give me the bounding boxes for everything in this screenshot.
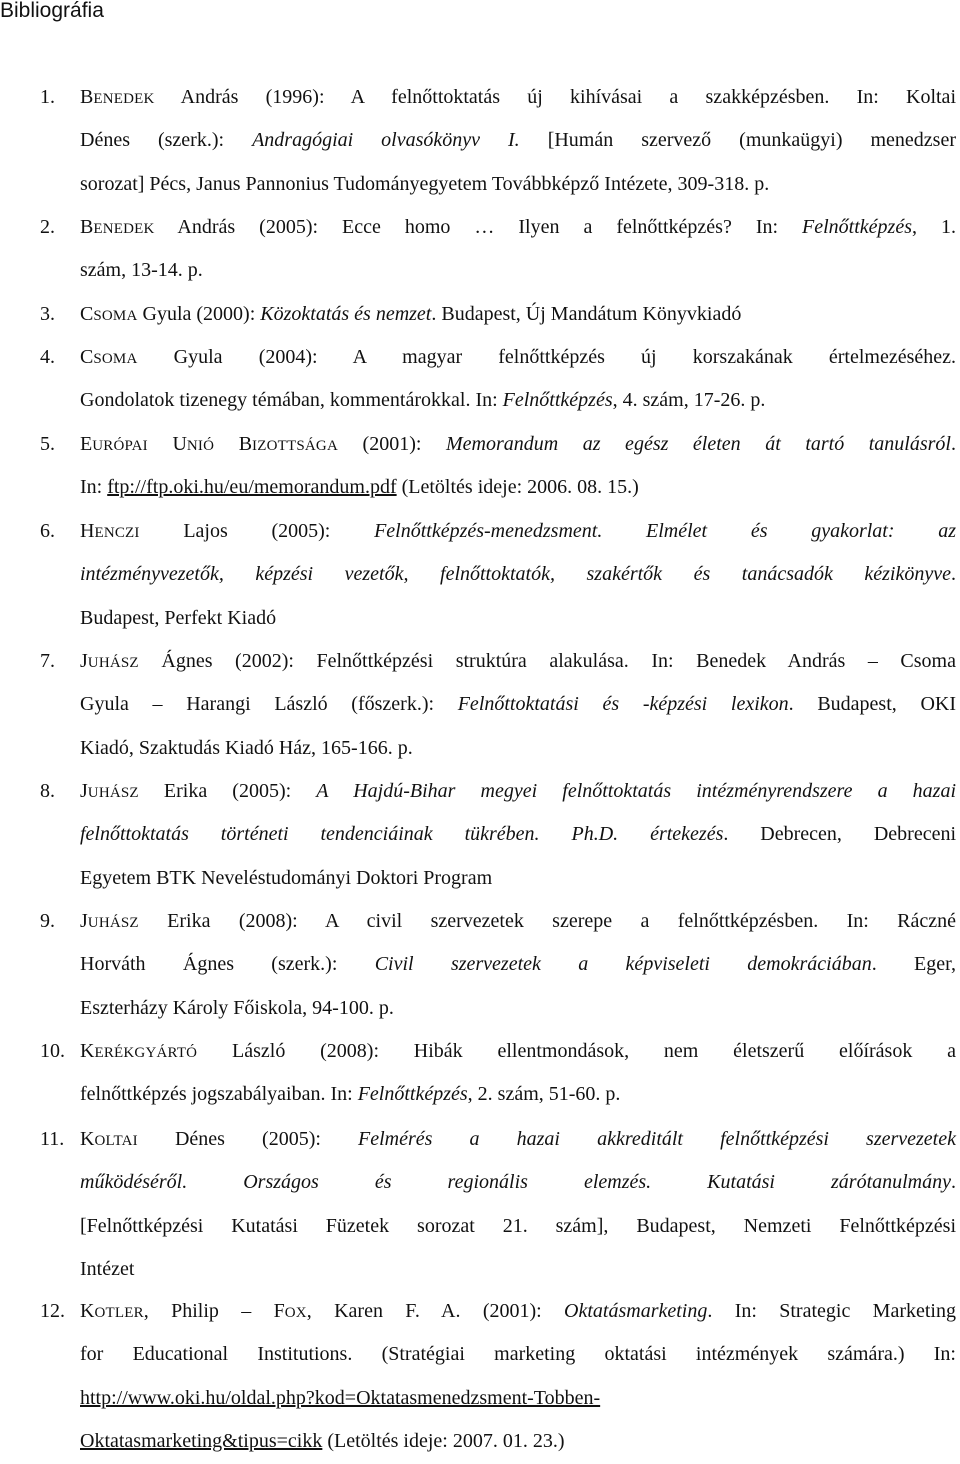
entry-text: László (2008): Hibák ellentmondások, nem életszerű előírások a — [197, 1040, 956, 1062]
entry-text: Dénes (szerk.): — [80, 129, 253, 152]
entry-number: 9. — [40, 910, 55, 932]
entry-line — [0, 1420, 956, 1463]
author-name: FOX — [273, 1300, 307, 1322]
entry-text — [148, 433, 173, 455]
entry-line — [0, 206, 956, 249]
entry-line — [0, 640, 956, 683]
author-name: HENCZI — [80, 520, 140, 542]
entry-text: Budapest, Perfekt Kiadó — [80, 606, 277, 629]
entry-text: . Eger, — [871, 953, 956, 976]
entry-text: Gyula (2004): A magyar felnőttképzés új korszakának értelmezéséhez. — [137, 346, 956, 368]
entry-text: [Felnőttképzési Kutatási Füzetek sorozat 21. szám], Budapest, Nemzeti Felnőttképzési — [80, 1214, 956, 1237]
entry-title-italic: Andragógiai olvasókönyv I. — [252, 129, 520, 152]
entry-link[interactable]: http://www.oki.hu/oldal.php?kod=Oktatasmenedzsment-Tobben- — [80, 1386, 601, 1409]
entry-title-italic: Felnőttképzés-menedzsment. Elmélet és gyakorlat: az — [374, 520, 956, 542]
entry-line — [0, 1248, 956, 1291]
entry-line — [0, 1030, 956, 1073]
bibliography-entry — [0, 336, 956, 423]
entry-text: . Budapest, Új Mandátum Könyvkiadó — [431, 303, 742, 325]
bibliography-entry — [0, 640, 956, 770]
entry-title-italic: Oktatásmarketing — [564, 1300, 708, 1322]
entry-text: Erika (2008): A civil szervezetek szerepe a felnőttképzésben. In: Ráczné — [138, 910, 956, 932]
author-name: KOTLER — [80, 1300, 144, 1322]
entry-line — [0, 510, 956, 553]
entry-text: sorozat] Pécs, Janus Pannonius Tudományegyetem Továbbképző Intézete, 309-318. p. — [80, 172, 770, 195]
entry-line — [0, 857, 956, 900]
entry-line — [0, 1161, 956, 1204]
entry-text: (Letöltés ideje: 2007. 01. 23.) — [322, 1430, 565, 1453]
entry-line — [0, 1205, 956, 1248]
bibliography-entry — [0, 900, 956, 1030]
entry-text: András (1996): A felnőttoktatás új kihívásai a szakképzésben. In: Koltai — [154, 86, 956, 108]
entry-text: Erika (2005): — [138, 780, 317, 802]
entry-text: (2001): — [338, 433, 446, 455]
entry-text: , 4. szám, 17-26. p. — [612, 389, 766, 412]
author-name: CSOMA — [80, 303, 138, 325]
entry-title-italic: Felnőttképzés — [357, 1083, 468, 1106]
author-name: KERÉKGYÁRTÓ — [80, 1040, 198, 1062]
entry-title-italic: Felnőttképzés — [502, 389, 613, 412]
entry-line — [0, 597, 956, 640]
bibliography-entry — [0, 770, 956, 900]
entry-line — [0, 900, 956, 943]
entry-text: András (2005): Ecce homo … Ilyen a felnőttképzés? In: — [154, 216, 803, 238]
entry-line — [0, 119, 956, 162]
author-name: BENEDEK — [80, 86, 155, 108]
entry-title-italic: Felnőttképzés — [802, 216, 912, 238]
bibliography-entry — [0, 1030, 956, 1117]
entry-line — [0, 336, 956, 379]
author-name: EURÓPAI — [80, 433, 148, 455]
entry-number: 6. — [40, 520, 55, 542]
entry-line — [0, 1290, 956, 1333]
bibliography-entry — [0, 510, 956, 640]
author-name: JUHÁSZ — [80, 650, 139, 672]
entry-line — [0, 1377, 956, 1420]
entry-title-italic: Felmérés a hazai akkreditált felnőttképzési szervezetek — [358, 1128, 956, 1150]
entry-text: , Karen F. A. (2001): — [306, 1300, 565, 1322]
bibliography-entry — [0, 1290, 956, 1464]
entry-number: 11. — [40, 1128, 65, 1150]
entry-text: , Philip – — [143, 1300, 274, 1322]
entry-line — [0, 1073, 956, 1116]
entry-line — [0, 987, 956, 1030]
entry-link[interactable]: ftp://ftp.oki.hu/eu/memorandum.pdf — [107, 476, 397, 499]
entry-line — [0, 1333, 956, 1376]
entry-title-italic: Civil szervezetek a képviseleti demokráciában — [374, 953, 872, 976]
author-name: JUHÁSZ — [80, 780, 139, 802]
entry-text: Lajos (2005): — [139, 520, 375, 542]
entry-text: Intézet — [80, 1258, 135, 1281]
entry-line — [0, 943, 956, 986]
entry-line — [0, 466, 956, 509]
entry-line — [0, 249, 956, 292]
entry-text: Ágnes (2002): Felnőttképzési struktúra alakulása. In: Benedek András – Csoma — [138, 650, 956, 672]
entry-text: , 2. szám, 51-60. p. — [467, 1083, 621, 1106]
entry-number: 12. — [40, 1300, 65, 1322]
entry-line — [0, 293, 956, 336]
entry-text: (Letöltés ideje: 2006. 08. 15.) — [396, 476, 639, 499]
entry-text: szám, 13-14. p. — [80, 259, 203, 282]
author-name: BENEDEK — [80, 216, 155, 238]
entry-text: . — [951, 1171, 956, 1194]
entry-text: . Debrecen, Debreceni — [723, 823, 957, 846]
entry-number: 8. — [40, 780, 55, 802]
bibliography-entry — [0, 1118, 956, 1292]
entry-text: . Budapest, OKI — [788, 693, 956, 716]
entry-line — [0, 1118, 956, 1161]
entry-number: 2. — [40, 216, 55, 238]
entry-line — [0, 683, 956, 726]
entry-text: for Educational Institutions. (Stratégiai marketing oktatási intézmények számára.) In: — [80, 1343, 956, 1366]
entry-text: Eszterházy Károly Főiskola, 94-100. p. — [80, 996, 394, 1019]
entry-number: 10. — [40, 1040, 65, 1062]
entry-text: Horváth Ágnes (szerk.): — [80, 953, 375, 976]
bibliography-entry — [0, 206, 956, 293]
entry-line — [0, 76, 956, 119]
bibliography-entry — [0, 76, 956, 206]
entry-text — [214, 433, 239, 455]
entry-text: Gyula (2000): — [137, 303, 261, 325]
entry-number: 4. — [40, 346, 55, 368]
entry-text: In: — [80, 476, 108, 499]
entry-title-italic: A Hajdú-Bihar megyei felnőttoktatás intézményrendszere a hazai — [316, 780, 957, 802]
entry-title-italic: felnőttoktatás történeti tendenciáinak tükrében. Ph.D. értekezés — [80, 823, 724, 846]
entry-text: felnőttképzés jogszabályaiban. In: — [80, 1083, 358, 1106]
entry-line — [0, 813, 956, 856]
entry-number: 7. — [40, 650, 55, 672]
entry-line — [0, 727, 956, 770]
author-name: BIZOTTSÁGA — [238, 433, 339, 455]
entry-text: [Humán szervező (munkaügyi) menedzser — [519, 129, 956, 152]
entry-text: Dénes (2005): — [137, 1128, 359, 1150]
entry-text: . — [951, 433, 956, 455]
author-name: UNIÓ — [172, 433, 215, 455]
author-name: JUHÁSZ — [80, 910, 139, 932]
entry-line — [0, 163, 956, 206]
author-name: KOLTAI — [80, 1128, 138, 1150]
entry-line — [0, 379, 956, 422]
bibliography-entry — [0, 423, 956, 510]
entry-text: Gondolatok tizenegy témában, kommentárokkal. In: — [80, 389, 503, 412]
author-name: CSOMA — [80, 346, 138, 368]
entry-number: 3. — [40, 303, 55, 325]
entry-title-italic: Felnőttoktatási és -képzési lexikon — [457, 693, 789, 716]
entry-line — [0, 423, 956, 466]
bibliography-entry — [0, 293, 956, 336]
entry-link[interactable]: Oktatasmarketing&tipus=cikk — [80, 1430, 323, 1453]
entry-text: . — [951, 563, 956, 586]
entry-text: Kiadó, Szaktudás Kiadó Ház, 165-166. p. — [80, 736, 413, 759]
entry-title-italic: intézményvezetők, képzési vezetők, felnőttoktatók, szakértők és tanácsadók kézikönyve — [80, 563, 951, 586]
entry-number: 1. — [40, 86, 55, 108]
entry-title-italic: Memorandum az egész életen át tartó tanulásról — [445, 433, 951, 455]
entry-text: Egyetem BTK Neveléstudományi Doktori Program — [80, 866, 493, 889]
entry-line — [0, 553, 956, 596]
entry-title-italic: Közoktatás és nemzet — [260, 303, 432, 325]
entry-text: . In: Strategic Marketing — [707, 1300, 956, 1322]
page-heading: Bibliográfia — [0, 0, 104, 22]
entry-text: Gyula – Harangi László (főszerk.): — [80, 693, 458, 716]
entry-text: , 1. — [912, 216, 956, 238]
entry-line — [0, 770, 956, 813]
entry-number: 5. — [40, 433, 55, 455]
entry-title-italic: működéséről. Országos és regionális elemzés. Kutatási zárótanulmány — [80, 1171, 951, 1194]
